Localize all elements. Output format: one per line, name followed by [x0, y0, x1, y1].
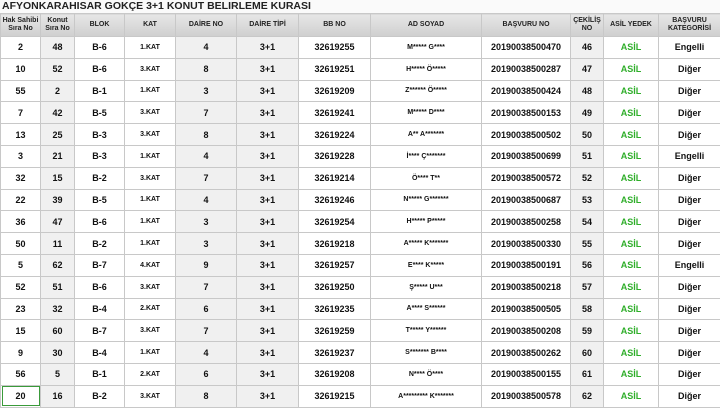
- cell-kat[interactable]: 3.KAT: [125, 276, 176, 298]
- cell-basvuru-no[interactable]: 20190038500578: [482, 385, 571, 407]
- cell-ad-soyad[interactable]: H***** P*****: [371, 211, 482, 233]
- cell-kat[interactable]: 2.KAT: [125, 363, 176, 385]
- cell-daire-no[interactable]: 6: [176, 298, 237, 320]
- cell-basvuru-no[interactable]: 20190038500502: [482, 124, 571, 146]
- cell-konut-sira[interactable]: 47: [41, 211, 75, 233]
- cell-daire-tipi[interactable]: 3+1: [237, 145, 299, 167]
- cell-asil-yedek[interactable]: ASİL: [604, 145, 659, 167]
- cell-blok[interactable]: B-3: [75, 124, 125, 146]
- table-row[interactable]: [1, 233, 720, 255]
- cell-ad-soyad[interactable]: H***** Ö*****: [371, 58, 482, 80]
- cell-ad-soyad[interactable]: S******* B****: [371, 342, 482, 364]
- table-row[interactable]: [1, 298, 720, 320]
- cell-asil-yedek[interactable]: ASİL: [604, 363, 659, 385]
- cell-ad-soyad[interactable]: T***** Y******: [371, 320, 482, 342]
- cell-asil-yedek[interactable]: ASİL: [604, 124, 659, 146]
- cell-hak-sahibi-sira[interactable]: 52: [1, 276, 41, 298]
- cell-cekilis-no[interactable]: 61: [571, 363, 604, 385]
- cell-bb-no[interactable]: 32619257: [299, 254, 371, 276]
- cell-asil-yedek[interactable]: ASİL: [604, 276, 659, 298]
- cell-basvuru-no[interactable]: 20190038500258: [482, 211, 571, 233]
- cell-cekilis-no[interactable]: 46: [571, 37, 604, 59]
- cell-kat[interactable]: 1.KAT: [125, 342, 176, 364]
- cell-asil-yedek[interactable]: ASİL: [604, 342, 659, 364]
- cell-blok[interactable]: B-3: [75, 145, 125, 167]
- cell-konut-sira[interactable]: 16: [41, 385, 75, 407]
- cell-daire-tipi[interactable]: 3+1: [237, 189, 299, 211]
- cell-blok[interactable]: B-6: [75, 37, 125, 59]
- table-row[interactable]: [1, 58, 720, 80]
- cell-bb-no[interactable]: 32619251: [299, 58, 371, 80]
- cell-hak-sahibi-sira[interactable]: 7: [1, 102, 41, 124]
- col-header-ad-soyad[interactable]: AD SOYAD: [371, 14, 482, 37]
- cell-daire-no[interactable]: 3: [176, 233, 237, 255]
- page-title: AFYONKARAHISAR GOKÇE 3+1 KONUT BELIRLEME KURASI: [0, 0, 720, 13]
- cell-kat[interactable]: 3.KAT: [125, 320, 176, 342]
- table-row[interactable]: [1, 124, 720, 146]
- cell-hak-sahibi-sira[interactable]: 32: [1, 167, 41, 189]
- table-row[interactable]: [1, 385, 720, 407]
- cell-basvuru-kategorisi[interactable]: Diğer: [659, 124, 720, 146]
- cell-blok[interactable]: B-2: [75, 233, 125, 255]
- cell-daire-no[interactable]: 4: [176, 189, 237, 211]
- table-row[interactable]: [1, 80, 720, 102]
- cell-hak-sahibi-sira[interactable]: 56: [1, 363, 41, 385]
- cell-basvuru-kategorisi[interactable]: Diğer: [659, 320, 720, 342]
- cell-blok[interactable]: B-5: [75, 102, 125, 124]
- col-header-basvuru-kategorisi[interactable]: BAŞVURU KATEGORİSİ: [659, 14, 720, 37]
- table-row[interactable]: [1, 363, 720, 385]
- cell-cekilis-no[interactable]: 58: [571, 298, 604, 320]
- cell-asil-yedek[interactable]: ASİL: [604, 298, 659, 320]
- cell-ad-soyad[interactable]: N***** G*******: [371, 189, 482, 211]
- cell-bb-no[interactable]: 32619255: [299, 37, 371, 59]
- cell-cekilis-no[interactable]: 50: [571, 124, 604, 146]
- cell-daire-tipi[interactable]: 3+1: [237, 102, 299, 124]
- cell-hak-sahibi-sira[interactable]: 20: [1, 385, 41, 407]
- cell-blok[interactable]: B-2: [75, 385, 125, 407]
- cell-konut-sira[interactable]: 39: [41, 189, 75, 211]
- cell-kat[interactable]: 1.KAT: [125, 37, 176, 59]
- cell-bb-no[interactable]: 32619209: [299, 80, 371, 102]
- cell-basvuru-kategorisi[interactable]: Diğer: [659, 211, 720, 233]
- cell-blok[interactable]: B-1: [75, 80, 125, 102]
- cell-ad-soyad[interactable]: E**** K*****: [371, 254, 482, 276]
- cell-daire-tipi[interactable]: 3+1: [237, 58, 299, 80]
- cell-ad-soyad[interactable]: A**** S******: [371, 298, 482, 320]
- cell-daire-tipi[interactable]: 3+1: [237, 342, 299, 364]
- cell-daire-no[interactable]: 7: [176, 320, 237, 342]
- cell-basvuru-no[interactable]: 20190038500155: [482, 363, 571, 385]
- cell-kat[interactable]: 1.KAT: [125, 145, 176, 167]
- cell-blok[interactable]: B-6: [75, 58, 125, 80]
- cell-basvuru-kategorisi[interactable]: Diğer: [659, 385, 720, 407]
- cell-konut-sira[interactable]: 25: [41, 124, 75, 146]
- cell-daire-tipi[interactable]: 3+1: [237, 385, 299, 407]
- cell-konut-sira[interactable]: 2: [41, 80, 75, 102]
- cell-daire-no[interactable]: 3: [176, 80, 237, 102]
- cell-kat[interactable]: 4.KAT: [125, 254, 176, 276]
- col-header-daire-tipi[interactable]: DAİRE TİPİ: [237, 14, 299, 37]
- cell-blok[interactable]: B-6: [75, 211, 125, 233]
- cell-ad-soyad[interactable]: M***** G****: [371, 37, 482, 59]
- cell-asil-yedek[interactable]: ASİL: [604, 385, 659, 407]
- cell-cekilis-no[interactable]: 52: [571, 167, 604, 189]
- cell-ad-soyad[interactable]: Ş***** U***: [371, 276, 482, 298]
- cell-cekilis-no[interactable]: 53: [571, 189, 604, 211]
- cell-bb-no[interactable]: 32619259: [299, 320, 371, 342]
- cell-basvuru-kategorisi[interactable]: Engelli: [659, 254, 720, 276]
- cell-asil-yedek[interactable]: ASİL: [604, 211, 659, 233]
- cell-hak-sahibi-sira[interactable]: 36: [1, 211, 41, 233]
- cell-asil-yedek[interactable]: ASİL: [604, 37, 659, 59]
- cell-daire-no[interactable]: 4: [176, 342, 237, 364]
- cell-daire-no[interactable]: 9: [176, 254, 237, 276]
- cell-cekilis-no[interactable]: 47: [571, 58, 604, 80]
- cell-hak-sahibi-sira[interactable]: 22: [1, 189, 41, 211]
- cell-ad-soyad[interactable]: M***** D****: [371, 102, 482, 124]
- cell-konut-sira[interactable]: 60: [41, 320, 75, 342]
- cell-ad-soyad[interactable]: A***** K*******: [371, 233, 482, 255]
- table-row[interactable]: [1, 254, 720, 276]
- cell-hak-sahibi-sira[interactable]: 5: [1, 254, 41, 276]
- cell-konut-sira[interactable]: 51: [41, 276, 75, 298]
- cell-hak-sahibi-sira[interactable]: 23: [1, 298, 41, 320]
- cell-bb-no[interactable]: 32619254: [299, 211, 371, 233]
- cell-kat[interactable]: 1.KAT: [125, 233, 176, 255]
- cell-daire-tipi[interactable]: 3+1: [237, 233, 299, 255]
- cell-blok[interactable]: B-2: [75, 167, 125, 189]
- cell-daire-tipi[interactable]: 3+1: [237, 363, 299, 385]
- cell-basvuru-kategorisi[interactable]: Diğer: [659, 58, 720, 80]
- cell-konut-sira[interactable]: 15: [41, 167, 75, 189]
- cell-basvuru-kategorisi[interactable]: Diğer: [659, 298, 720, 320]
- cell-cekilis-no[interactable]: 55: [571, 233, 604, 255]
- cell-bb-no[interactable]: 32619218: [299, 233, 371, 255]
- cell-kat[interactable]: 2.KAT: [125, 298, 176, 320]
- cell-basvuru-no[interactable]: 20190038500470: [482, 37, 571, 59]
- cell-asil-yedek[interactable]: ASİL: [604, 80, 659, 102]
- col-header-daire-no[interactable]: DAİRE NO: [176, 14, 237, 37]
- cell-hak-sahibi-sira[interactable]: 50: [1, 233, 41, 255]
- cell-kat[interactable]: 3.KAT: [125, 102, 176, 124]
- cell-daire-tipi[interactable]: 3+1: [237, 276, 299, 298]
- table-row[interactable]: [1, 167, 720, 189]
- cell-basvuru-kategorisi[interactable]: Diğer: [659, 167, 720, 189]
- cell-daire-no[interactable]: 6: [176, 363, 237, 385]
- cell-kat[interactable]: 1.KAT: [125, 80, 176, 102]
- cell-daire-no[interactable]: 7: [176, 102, 237, 124]
- cell-bb-no[interactable]: 32619208: [299, 363, 371, 385]
- cell-hak-sahibi-sira[interactable]: 9: [1, 342, 41, 364]
- cell-kat[interactable]: 1.KAT: [125, 211, 176, 233]
- col-header-kat[interactable]: KAT: [125, 14, 176, 37]
- cell-hak-sahibi-sira[interactable]: 55: [1, 80, 41, 102]
- cell-daire-tipi[interactable]: 3+1: [237, 254, 299, 276]
- cell-cekilis-no[interactable]: 62: [571, 385, 604, 407]
- cell-hak-sahibi-sira[interactable]: 3: [1, 145, 41, 167]
- cell-basvuru-no[interactable]: 20190038500191: [482, 254, 571, 276]
- lottery-results-table: [0, 13, 720, 408]
- cell-daire-tipi[interactable]: 3+1: [237, 80, 299, 102]
- cell-basvuru-no[interactable]: 20190038500424: [482, 80, 571, 102]
- cell-kat[interactable]: 1.KAT: [125, 189, 176, 211]
- cell-daire-tipi[interactable]: 3+1: [237, 211, 299, 233]
- cell-daire-no[interactable]: 4: [176, 37, 237, 59]
- cell-asil-yedek[interactable]: ASİL: [604, 167, 659, 189]
- cell-basvuru-no[interactable]: 20190038500218: [482, 276, 571, 298]
- cell-konut-sira[interactable]: 48: [41, 37, 75, 59]
- table-row[interactable]: [1, 342, 720, 364]
- cell-kat[interactable]: 3.KAT: [125, 58, 176, 80]
- cell-daire-no[interactable]: 8: [176, 124, 237, 146]
- cell-bb-no[interactable]: 32619250: [299, 276, 371, 298]
- cell-cekilis-no[interactable]: 48: [571, 80, 604, 102]
- cell-daire-no[interactable]: 7: [176, 167, 237, 189]
- cell-blok[interactable]: B-1: [75, 363, 125, 385]
- cell-daire-no[interactable]: 8: [176, 58, 237, 80]
- cell-basvuru-no[interactable]: 20190038500699: [482, 145, 571, 167]
- cell-bb-no[interactable]: 32619246: [299, 189, 371, 211]
- cell-hak-sahibi-sira[interactable]: 13: [1, 124, 41, 146]
- cell-hak-sahibi-sira[interactable]: 15: [1, 320, 41, 342]
- col-header-basvuru-no[interactable]: BAŞVURU NO: [482, 14, 571, 37]
- cell-daire-tipi[interactable]: 3+1: [237, 37, 299, 59]
- cell-konut-sira[interactable]: 21: [41, 145, 75, 167]
- table-row[interactable]: [1, 189, 720, 211]
- cell-basvuru-no[interactable]: 20190038500287: [482, 58, 571, 80]
- cell-cekilis-no[interactable]: 51: [571, 145, 604, 167]
- col-header-cekilis-no[interactable]: ÇEKİLİŞ NO: [571, 14, 604, 37]
- cell-kat[interactable]: 3.KAT: [125, 167, 176, 189]
- cell-daire-no[interactable]: 8: [176, 385, 237, 407]
- cell-konut-sira[interactable]: 62: [41, 254, 75, 276]
- table-row[interactable]: [1, 211, 720, 233]
- cell-basvuru-no[interactable]: 20190038500572: [482, 167, 571, 189]
- table-row[interactable]: [1, 145, 720, 167]
- col-header-blok[interactable]: BLOK: [75, 14, 125, 37]
- col-header-hak-sahibi[interactable]: Hak Sahibi Sıra No: [1, 14, 41, 37]
- cell-daire-no[interactable]: 7: [176, 276, 237, 298]
- cell-daire-no[interactable]: 3: [176, 211, 237, 233]
- cell-daire-tipi[interactable]: 3+1: [237, 124, 299, 146]
- cell-basvuru-kategorisi[interactable]: Diğer: [659, 80, 720, 102]
- cell-bb-no[interactable]: 32619241: [299, 102, 371, 124]
- cell-daire-tipi[interactable]: 3+1: [237, 167, 299, 189]
- cell-blok[interactable]: B-4: [75, 342, 125, 364]
- cell-kat[interactable]: 3.KAT: [125, 124, 176, 146]
- cell-hak-sahibi-sira[interactable]: 2: [1, 37, 41, 59]
- cell-basvuru-no[interactable]: 20190038500505: [482, 298, 571, 320]
- cell-bb-no[interactable]: 32619224: [299, 124, 371, 146]
- cell-asil-yedek[interactable]: ASİL: [604, 102, 659, 124]
- table-row[interactable]: [1, 102, 720, 124]
- cell-cekilis-no[interactable]: 54: [571, 211, 604, 233]
- cell-blok[interactable]: B-5: [75, 189, 125, 211]
- cell-bb-no[interactable]: 32619214: [299, 167, 371, 189]
- table-row[interactable]: [1, 276, 720, 298]
- cell-bb-no[interactable]: 32619228: [299, 145, 371, 167]
- cell-hak-sahibi-sira[interactable]: 10: [1, 58, 41, 80]
- cell-basvuru-no[interactable]: 20190038500262: [482, 342, 571, 364]
- cell-asil-yedek[interactable]: ASİL: [604, 320, 659, 342]
- cell-cekilis-no[interactable]: 56: [571, 254, 604, 276]
- cell-bb-no[interactable]: 32619237: [299, 342, 371, 364]
- cell-konut-sira[interactable]: 5: [41, 363, 75, 385]
- col-header-konut-sira[interactable]: Konut Sıra No: [41, 14, 75, 37]
- cell-basvuru-kategorisi[interactable]: Diğer: [659, 233, 720, 255]
- col-header-bb-no[interactable]: BB NO: [299, 14, 371, 37]
- cell-cekilis-no[interactable]: 60: [571, 342, 604, 364]
- cell-blok[interactable]: B-4: [75, 298, 125, 320]
- cell-cekilis-no[interactable]: 49: [571, 102, 604, 124]
- cell-basvuru-kategorisi[interactable]: Engelli: [659, 145, 720, 167]
- cell-konut-sira[interactable]: 42: [41, 102, 75, 124]
- cell-daire-tipi[interactable]: 3+1: [237, 320, 299, 342]
- cell-bb-no[interactable]: 32619215: [299, 385, 371, 407]
- table-row[interactable]: [1, 320, 720, 342]
- cell-basvuru-kategorisi[interactable]: Diğer: [659, 276, 720, 298]
- cell-cekilis-no[interactable]: 57: [571, 276, 604, 298]
- cell-basvuru-no[interactable]: 20190038500208: [482, 320, 571, 342]
- cell-basvuru-no[interactable]: 20190038500330: [482, 233, 571, 255]
- cell-basvuru-kategorisi[interactable]: Diğer: [659, 102, 720, 124]
- cell-basvuru-kategorisi[interactable]: Diğer: [659, 363, 720, 385]
- cell-basvuru-kategorisi[interactable]: Diğer: [659, 342, 720, 364]
- header-row: [1, 14, 720, 37]
- cell-ad-soyad[interactable]: İ**** Ç*******: [371, 145, 482, 167]
- table-row[interactable]: [1, 37, 720, 59]
- cell-asil-yedek[interactable]: ASİL: [604, 58, 659, 80]
- cell-konut-sira[interactable]: 52: [41, 58, 75, 80]
- cell-daire-tipi[interactable]: 3+1: [237, 298, 299, 320]
- cell-asil-yedek[interactable]: ASİL: [604, 254, 659, 276]
- cell-konut-sira[interactable]: 30: [41, 342, 75, 364]
- cell-blok[interactable]: B-7: [75, 254, 125, 276]
- cell-asil-yedek[interactable]: ASİL: [604, 189, 659, 211]
- cell-blok[interactable]: B-7: [75, 320, 125, 342]
- cell-basvuru-no[interactable]: 20190038500153: [482, 102, 571, 124]
- cell-daire-no[interactable]: 4: [176, 145, 237, 167]
- cell-ad-soyad[interactable]: N**** Ö****: [371, 363, 482, 385]
- cell-cekilis-no[interactable]: 59: [571, 320, 604, 342]
- cell-asil-yedek[interactable]: ASİL: [604, 233, 659, 255]
- cell-ad-soyad[interactable]: Z****** Ö*****: [371, 80, 482, 102]
- cell-basvuru-kategorisi[interactable]: Engelli: [659, 37, 720, 59]
- cell-ad-soyad[interactable]: A********* K*******: [371, 385, 482, 407]
- cell-basvuru-kategorisi[interactable]: Diğer: [659, 189, 720, 211]
- cell-basvuru-no[interactable]: 20190038500687: [482, 189, 571, 211]
- cell-konut-sira[interactable]: 11: [41, 233, 75, 255]
- cell-ad-soyad[interactable]: A** A*******: [371, 124, 482, 146]
- col-header-asil-yedek[interactable]: ASİL YEDEK: [604, 14, 659, 37]
- cell-konut-sira[interactable]: 32: [41, 298, 75, 320]
- cell-blok[interactable]: B-6: [75, 276, 125, 298]
- cell-ad-soyad[interactable]: Ö**** T**: [371, 167, 482, 189]
- cell-kat[interactable]: 3.KAT: [125, 385, 176, 407]
- cell-bb-no[interactable]: 32619235: [299, 298, 371, 320]
